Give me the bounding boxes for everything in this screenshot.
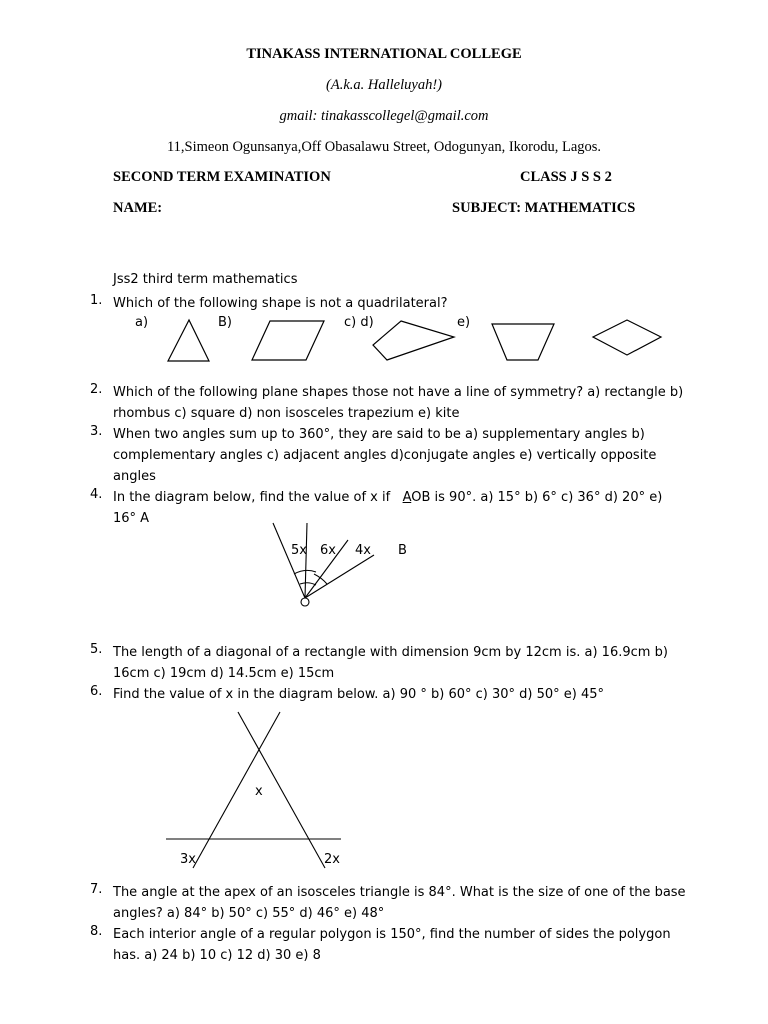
question-2 (113, 382, 684, 424)
question-text: Each interior angle of a regular polygon is 150°, find the number of sides the polygon (113, 927, 671, 942)
rhombus-shape (373, 321, 454, 360)
question-number: 4. (90, 487, 103, 502)
school-address: 11,Simeon Ogunsanya,Off Obasalawu Street, Odogunyan, Ikorodu, Lagos. (166, 139, 602, 155)
triangle-diagram (0, 708, 768, 878)
question-number: 7. (90, 882, 103, 897)
option-label: e) (457, 315, 471, 330)
angle-vertex-label: A (402, 490, 412, 505)
question-number: 1. (90, 293, 103, 308)
question-text: Which of the following plane shapes those not have a line of symmetry? a) rectangle b) (113, 385, 684, 400)
question-text: rhombus c) square d) non isosceles trapezium e) kite (113, 406, 460, 421)
question-text: angles (113, 469, 156, 484)
question-3 (113, 424, 673, 487)
angle-label: 4x (355, 543, 371, 558)
question-number: 5. (90, 642, 103, 657)
option-label: c) d) (344, 315, 374, 330)
subject-label: SUBJECT: MATHEMATICS (452, 200, 636, 216)
class-label: CLASS J S S 2 (520, 169, 612, 185)
triangle-shape (168, 320, 209, 361)
question-text: In the diagram below, find the value of x if (113, 490, 403, 505)
question-number: 8. (90, 924, 103, 939)
question-text: Which of the following shape is not a quadrilateral? (113, 296, 448, 311)
angle-label: 6x (320, 543, 336, 558)
kite-shape (593, 320, 661, 355)
trapezium-shape (492, 324, 554, 360)
question-7 (113, 882, 686, 924)
school-aka: (A.k.a. Halleluyah!) (326, 77, 442, 93)
question-1 (113, 293, 673, 314)
shapes-figure (0, 315, 768, 375)
name-label: NAME: (113, 200, 163, 216)
question-number: 2. (90, 382, 103, 397)
question-text: When two angles sum up to 360°, they are said to be a) supplementary angles b) (113, 427, 645, 442)
question-8 (113, 924, 673, 966)
school-name: TINAKASS INTERNATIONAL COLLEGE (246, 46, 522, 62)
angle-diagram (0, 518, 768, 608)
question-text: complementary angles c) adjacent angles d)conjugate angles e) vertically opposite (113, 448, 657, 463)
intro-line: Jss2 third term mathematics (113, 272, 298, 287)
question-6 (113, 684, 673, 705)
question-text: The angle at the apex of an isosceles triangle is 84°. What is the size of one of the base (113, 885, 686, 900)
question-number: 3. (90, 424, 103, 439)
option-label: a) (135, 315, 149, 330)
parallelogram-shape (252, 321, 324, 360)
question-number: 6. (90, 684, 103, 699)
question-text: 16° A (113, 511, 150, 526)
angle-label: 5x (291, 543, 307, 558)
point-label: B (398, 543, 407, 558)
question-5 (113, 642, 673, 684)
question-text: 16cm c) 19cm d) 14.5cm e) 15cm (113, 666, 335, 681)
angle-label: 3x (180, 852, 196, 867)
school-email: gmail: tinakasscollegel@gmail.com (279, 108, 489, 124)
question-text: The length of a diagonal of a rectangle with dimension 9cm by 12cm is. a) 16.9cm b) (113, 645, 668, 660)
option-label: B) (218, 315, 232, 330)
angle-label: 2x (324, 852, 340, 867)
question-text: has. a) 24 b) 10 c) 12 d) 30 e) 8 (113, 948, 321, 963)
question-text: OB is 90°. a) 15° b) 6° c) 36° d) 20° e) (411, 490, 663, 505)
question-text: Find the value of x in the diagram below. a) 90 ° b) 60° c) 30° d) 50° e) 45° (113, 687, 605, 702)
question-text: angles? a) 84° b) 50° c) 55° d) 46° e) 48° (113, 906, 385, 921)
exam-title: SECOND TERM EXAMINATION (113, 169, 331, 185)
angle-label: x (255, 784, 263, 799)
